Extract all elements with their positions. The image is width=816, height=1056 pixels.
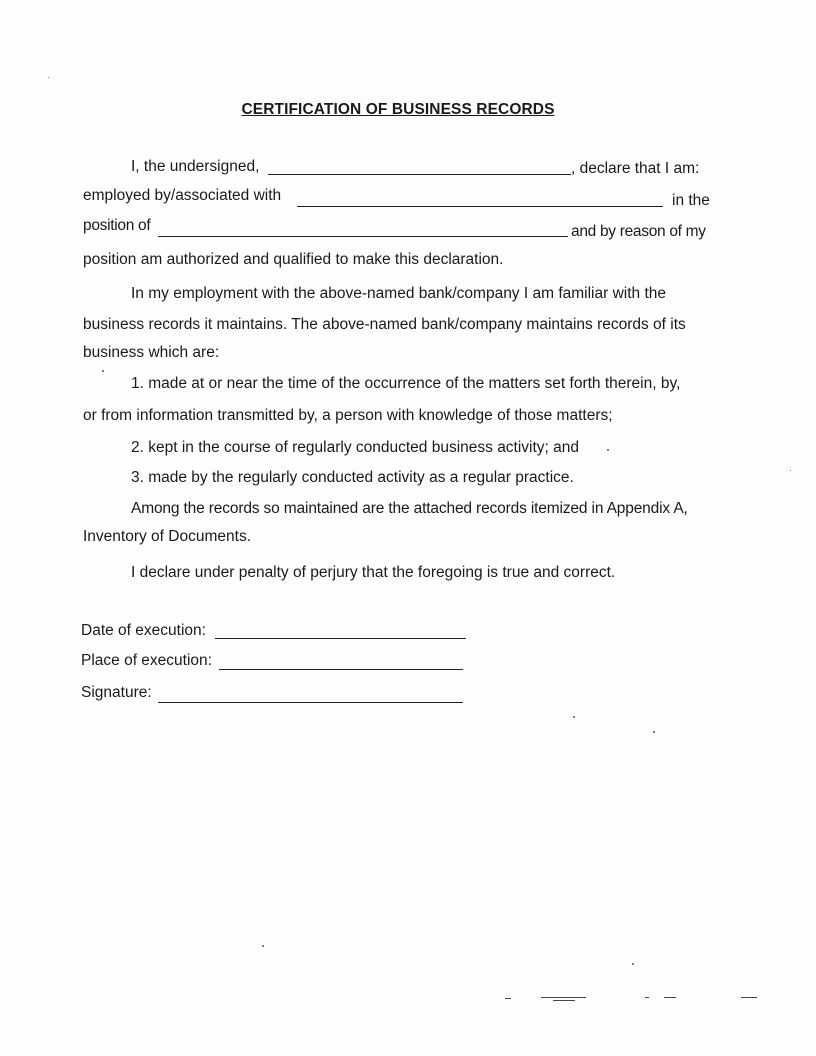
records-line-1: Among the records so maintained are the attached records itemized in Appendix A,	[131, 500, 688, 517]
familiarity-line-1: In my employment with the above-named bank/company I am familiar with the	[131, 285, 666, 302]
scan-speck	[48, 77, 49, 78]
scan-mark	[664, 997, 676, 998]
scan-speck	[102, 370, 104, 372]
place-of-execution-blank[interactable]	[219, 669, 463, 670]
item-2: 2. kept in the course of regularly conducted business activity; and	[131, 439, 580, 456]
familiarity-line-2: business records it maintains. The above-named bank/company maintains records of its	[83, 316, 686, 333]
scan-speck	[790, 470, 791, 471]
employer-blank[interactable]	[297, 206, 663, 207]
declaration-line-3-end: and by reason of my	[571, 223, 706, 240]
declaration-line-1-start: I, the undersigned,	[131, 158, 260, 175]
records-line-2: Inventory of Documents.	[83, 528, 251, 545]
scan-speck	[573, 716, 575, 718]
scan-mark	[553, 1000, 575, 1001]
scan-speck	[653, 731, 655, 733]
undersigned-name-blank[interactable]	[268, 174, 571, 175]
declaration-line-1-end: , declare that I am:	[571, 160, 700, 177]
document-title: CERTIFICATION OF BUSINESS RECORDS	[241, 101, 555, 118]
place-of-execution-label: Place of execution:	[81, 652, 212, 669]
scan-speck	[607, 449, 609, 451]
declaration-line-4: position am authorized and qualified to make this declaration.	[83, 251, 504, 268]
item-3: 3. made by the regularly conducted activity as a regular practice.	[131, 469, 574, 486]
declaration-line-3-start: position of	[83, 217, 151, 234]
penalty-statement: I declare under penalty of perjury that the foregoing is true and correct.	[131, 564, 616, 581]
scan-mark	[741, 997, 757, 998]
date-of-execution-blank[interactable]	[215, 638, 466, 639]
signature-blank[interactable]	[158, 702, 463, 703]
position-blank[interactable]	[158, 236, 568, 237]
date-of-execution-label: Date of execution:	[81, 622, 206, 639]
scan-speck	[262, 945, 264, 947]
scan-speck	[632, 963, 634, 965]
declaration-line-2-end: in the	[672, 192, 710, 209]
scan-mark	[541, 997, 586, 998]
item-1-line-1: 1. made at or near the time of the occurrence of the matters set forth therein, by,	[131, 375, 681, 392]
familiarity-line-3: business which are:	[83, 344, 220, 361]
signature-label: Signature:	[81, 684, 152, 701]
item-1-line-2: or from information transmitted by, a person with knowledge of those matters;	[83, 407, 613, 424]
declaration-line-2-start: employed by/associated with	[83, 187, 282, 204]
scan-mark	[645, 997, 649, 998]
scan-mark	[505, 998, 511, 999]
